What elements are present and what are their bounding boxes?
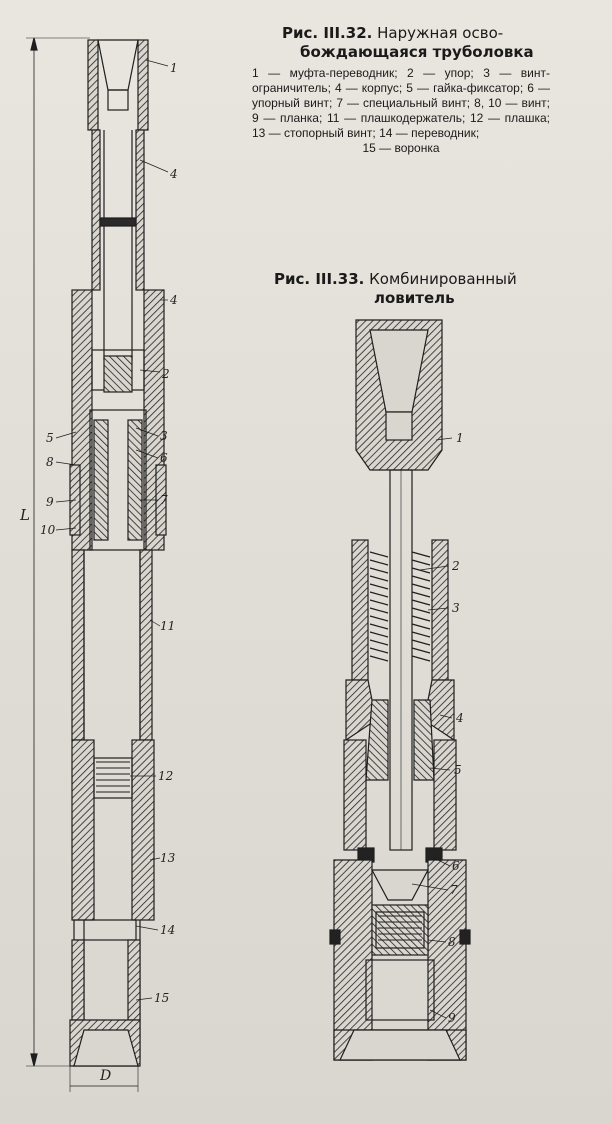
legend-item: 6 — упорный винт; [252, 81, 550, 110]
figure-32-number: Рис. III.32. [282, 24, 373, 42]
callout-33-6: 6 [452, 859, 460, 873]
callout-7: 7 [160, 493, 168, 507]
legend-item: 12 — плашка; [470, 111, 550, 125]
legend-item: 8, 10 — винт; [474, 96, 550, 110]
callout-33-1: 1 [456, 431, 464, 445]
legend-item: 7 — специальный винт; [336, 96, 471, 110]
figure-33-title-line1: Комбинированный [369, 270, 517, 288]
legend-item: 13 — стопорный винт; [252, 126, 376, 140]
callout-8: 8 [46, 455, 54, 469]
callout-4b: 4 [170, 293, 178, 307]
legend-item: 15 — воронка [362, 141, 440, 155]
legend-item: 1 — муфта-переводник; [252, 66, 398, 80]
callout-1: 1 [170, 61, 178, 75]
figure-33-number: Рис. III.33. [274, 270, 365, 288]
figure-33-drawing [330, 320, 470, 1060]
callout-12: 12 [158, 769, 174, 783]
dimension-D: D [100, 1068, 112, 1084]
callout-33-4: 4 [456, 711, 464, 725]
callout-5: 5 [46, 431, 54, 445]
callout-10: 10 [40, 523, 56, 537]
callout-2: 2 [162, 367, 170, 381]
legend-item: 11 — плашкодержатель; [326, 111, 466, 125]
callout-4: 4 [170, 167, 178, 181]
figure-32-title-line2: бождающаяся труболовка [300, 43, 534, 61]
legend-item: 4 — корпус; [334, 81, 403, 95]
callout-33-2: 2 [452, 559, 460, 573]
callout-33-3: 3 [452, 601, 460, 615]
legend-item: 2 — упор; [407, 66, 474, 80]
callout-33-9: 9 [448, 1011, 456, 1025]
figure-32-title-line1: Наружная осво- [377, 24, 504, 42]
callout-33-5: 5 [454, 763, 462, 777]
legend-item: 3 — винт-ограничитель; [252, 66, 550, 95]
callout-33-8: 8 [448, 935, 456, 949]
legend-item: 14 — переводник; [379, 126, 480, 140]
figure-32-drawing [26, 38, 168, 1092]
callout-3: 3 [160, 429, 168, 443]
callout-15: 15 [154, 991, 170, 1005]
dimension-L: L [20, 506, 30, 524]
callout-6: 6 [160, 451, 168, 465]
legend-item: 5 — гайка-фиксатор; [406, 81, 524, 95]
figure-33-title-line2: ловитель [374, 289, 455, 307]
callout-9: 9 [46, 495, 54, 509]
callout-13: 13 [160, 851, 176, 865]
callout-14: 14 [160, 923, 176, 937]
legend-item: 9 — планка; [252, 111, 323, 125]
callout-33-7: 7 [450, 883, 458, 897]
callout-11: 11 [160, 619, 176, 633]
